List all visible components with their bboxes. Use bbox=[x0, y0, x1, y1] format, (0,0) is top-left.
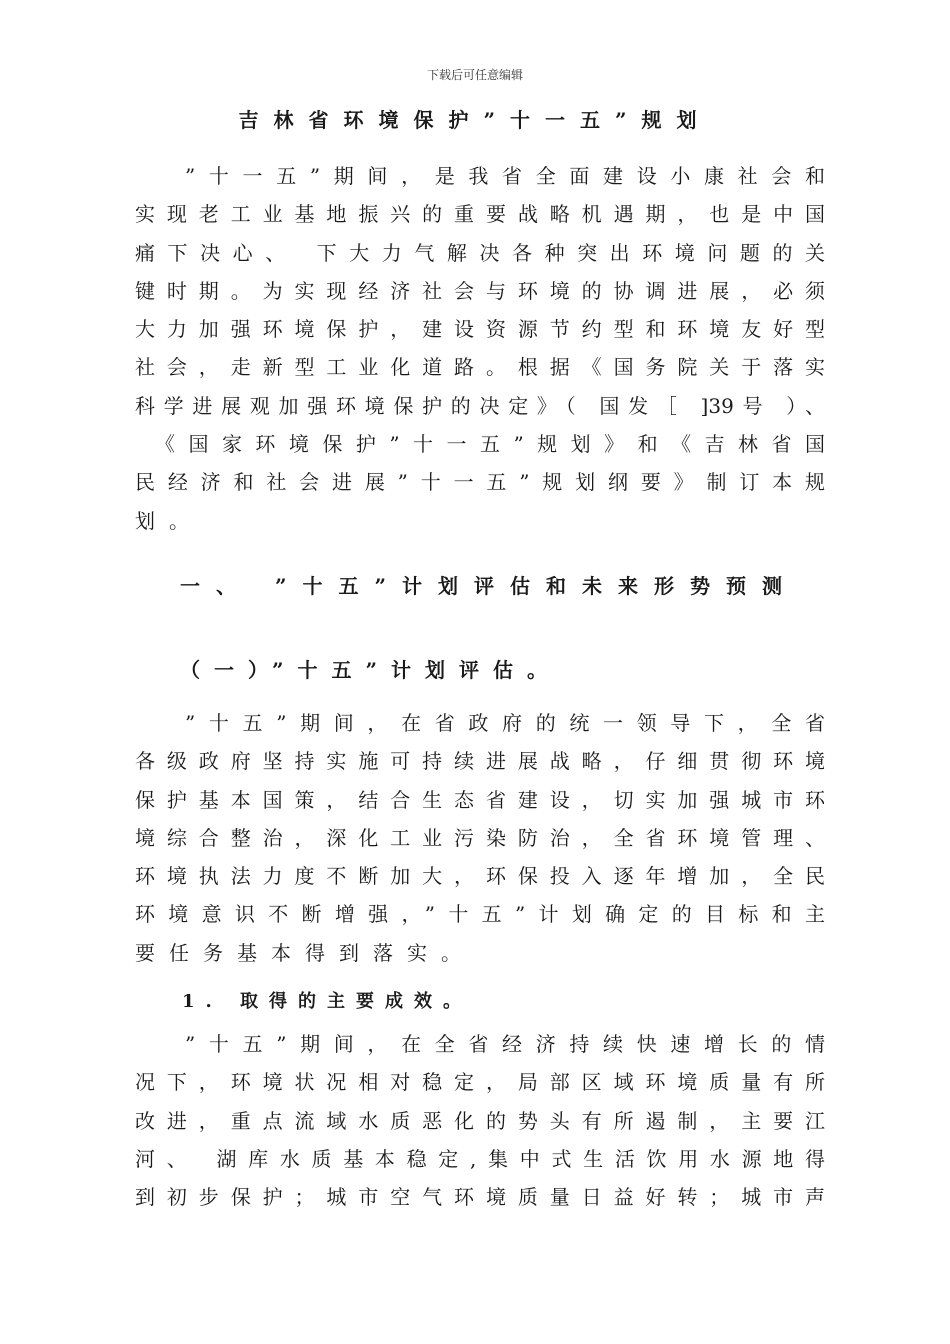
paragraph-line: 各级政府坚持实施可持续进展战略，仔细贯彻环境 bbox=[135, 749, 825, 774]
paragraph-line: 境综合整治，深化工业污染防治，全省环境管理、 bbox=[135, 825, 825, 850]
paragraph-line: 环境意识不断增强，”十五”计划确定的目标和主 bbox=[135, 902, 825, 927]
paragraph-line: 实现老工业基地振兴的重要战略机遇期，也是中国 bbox=[135, 202, 825, 227]
subsection-heading: （一）”十五”计划评估。 bbox=[180, 658, 562, 682]
paragraph-line: 改进，重点流域水质恶化的势头有所遏制，主要江 bbox=[135, 1108, 825, 1133]
paragraph-line: 键时期。为实现经济社会与环境的协调进展，必须 bbox=[135, 278, 825, 303]
paragraph-line: 划。 bbox=[135, 508, 203, 533]
paragraph-line: ”十五”期间，在全省经济持续快速增长的情 bbox=[185, 1032, 825, 1056]
paragraph-line: 到初步保护；城市空气环境质量日益好转；城市声 bbox=[135, 1185, 825, 1210]
intro-paragraph bbox=[135, 157, 825, 540]
header-note: 下载后可任意编辑 bbox=[426, 68, 523, 82]
paragraph-line: 痛下决心、 下大力气解决各种突出环境问题的关 bbox=[135, 240, 825, 265]
paragraph-line: 环境执法力度不断加大，环保投入逐年增加，全民 bbox=[135, 864, 825, 889]
paragraph-line: 《国家环境保护”十一五”规划》和《吉林省国 bbox=[155, 432, 825, 457]
paragraph-line: 社会，走新型工业化道路。根据《国务院关于落实 bbox=[135, 355, 825, 380]
document-title: 吉林省环境保护”十一五”规划 bbox=[238, 108, 712, 132]
achievement-paragraph bbox=[135, 1025, 825, 1216]
paragraph-line: ”十五”期间，在省政府的统一领导下，全省 bbox=[185, 711, 825, 735]
paragraph-line: 保护基本国策，结合生态省建设，切实加强城市环 bbox=[135, 787, 825, 812]
paragraph-line: 况下，环境状况相对稳定，局部区域环境质量有所 bbox=[135, 1070, 825, 1095]
paragraph-line: ”十一五”期间，是我省全面建设小康社会和 bbox=[185, 164, 825, 188]
paragraph-line: 要任务基本得到落实。 bbox=[135, 940, 475, 965]
item-heading: 1. 取得的主要成效。 bbox=[182, 991, 473, 1012]
paragraph-line: 科学进展观加强环境保护的决定》（ 国发［ ]39号 ）、 bbox=[135, 393, 825, 418]
evaluation-paragraph bbox=[135, 704, 825, 972]
paragraph-line: 大力加强环境保护，建设资源节约型和环境友好型 bbox=[135, 317, 825, 342]
paragraph-line: 民经济和社会进展”十一五”规划纲要》制订本规 bbox=[135, 470, 825, 495]
section-heading: 一、 ”十五”计划评估和未来形势预测 bbox=[180, 574, 798, 598]
paragraph-line: 河、 湖库水质基本稳定,集中式生活饮用水源地得 bbox=[135, 1146, 825, 1171]
